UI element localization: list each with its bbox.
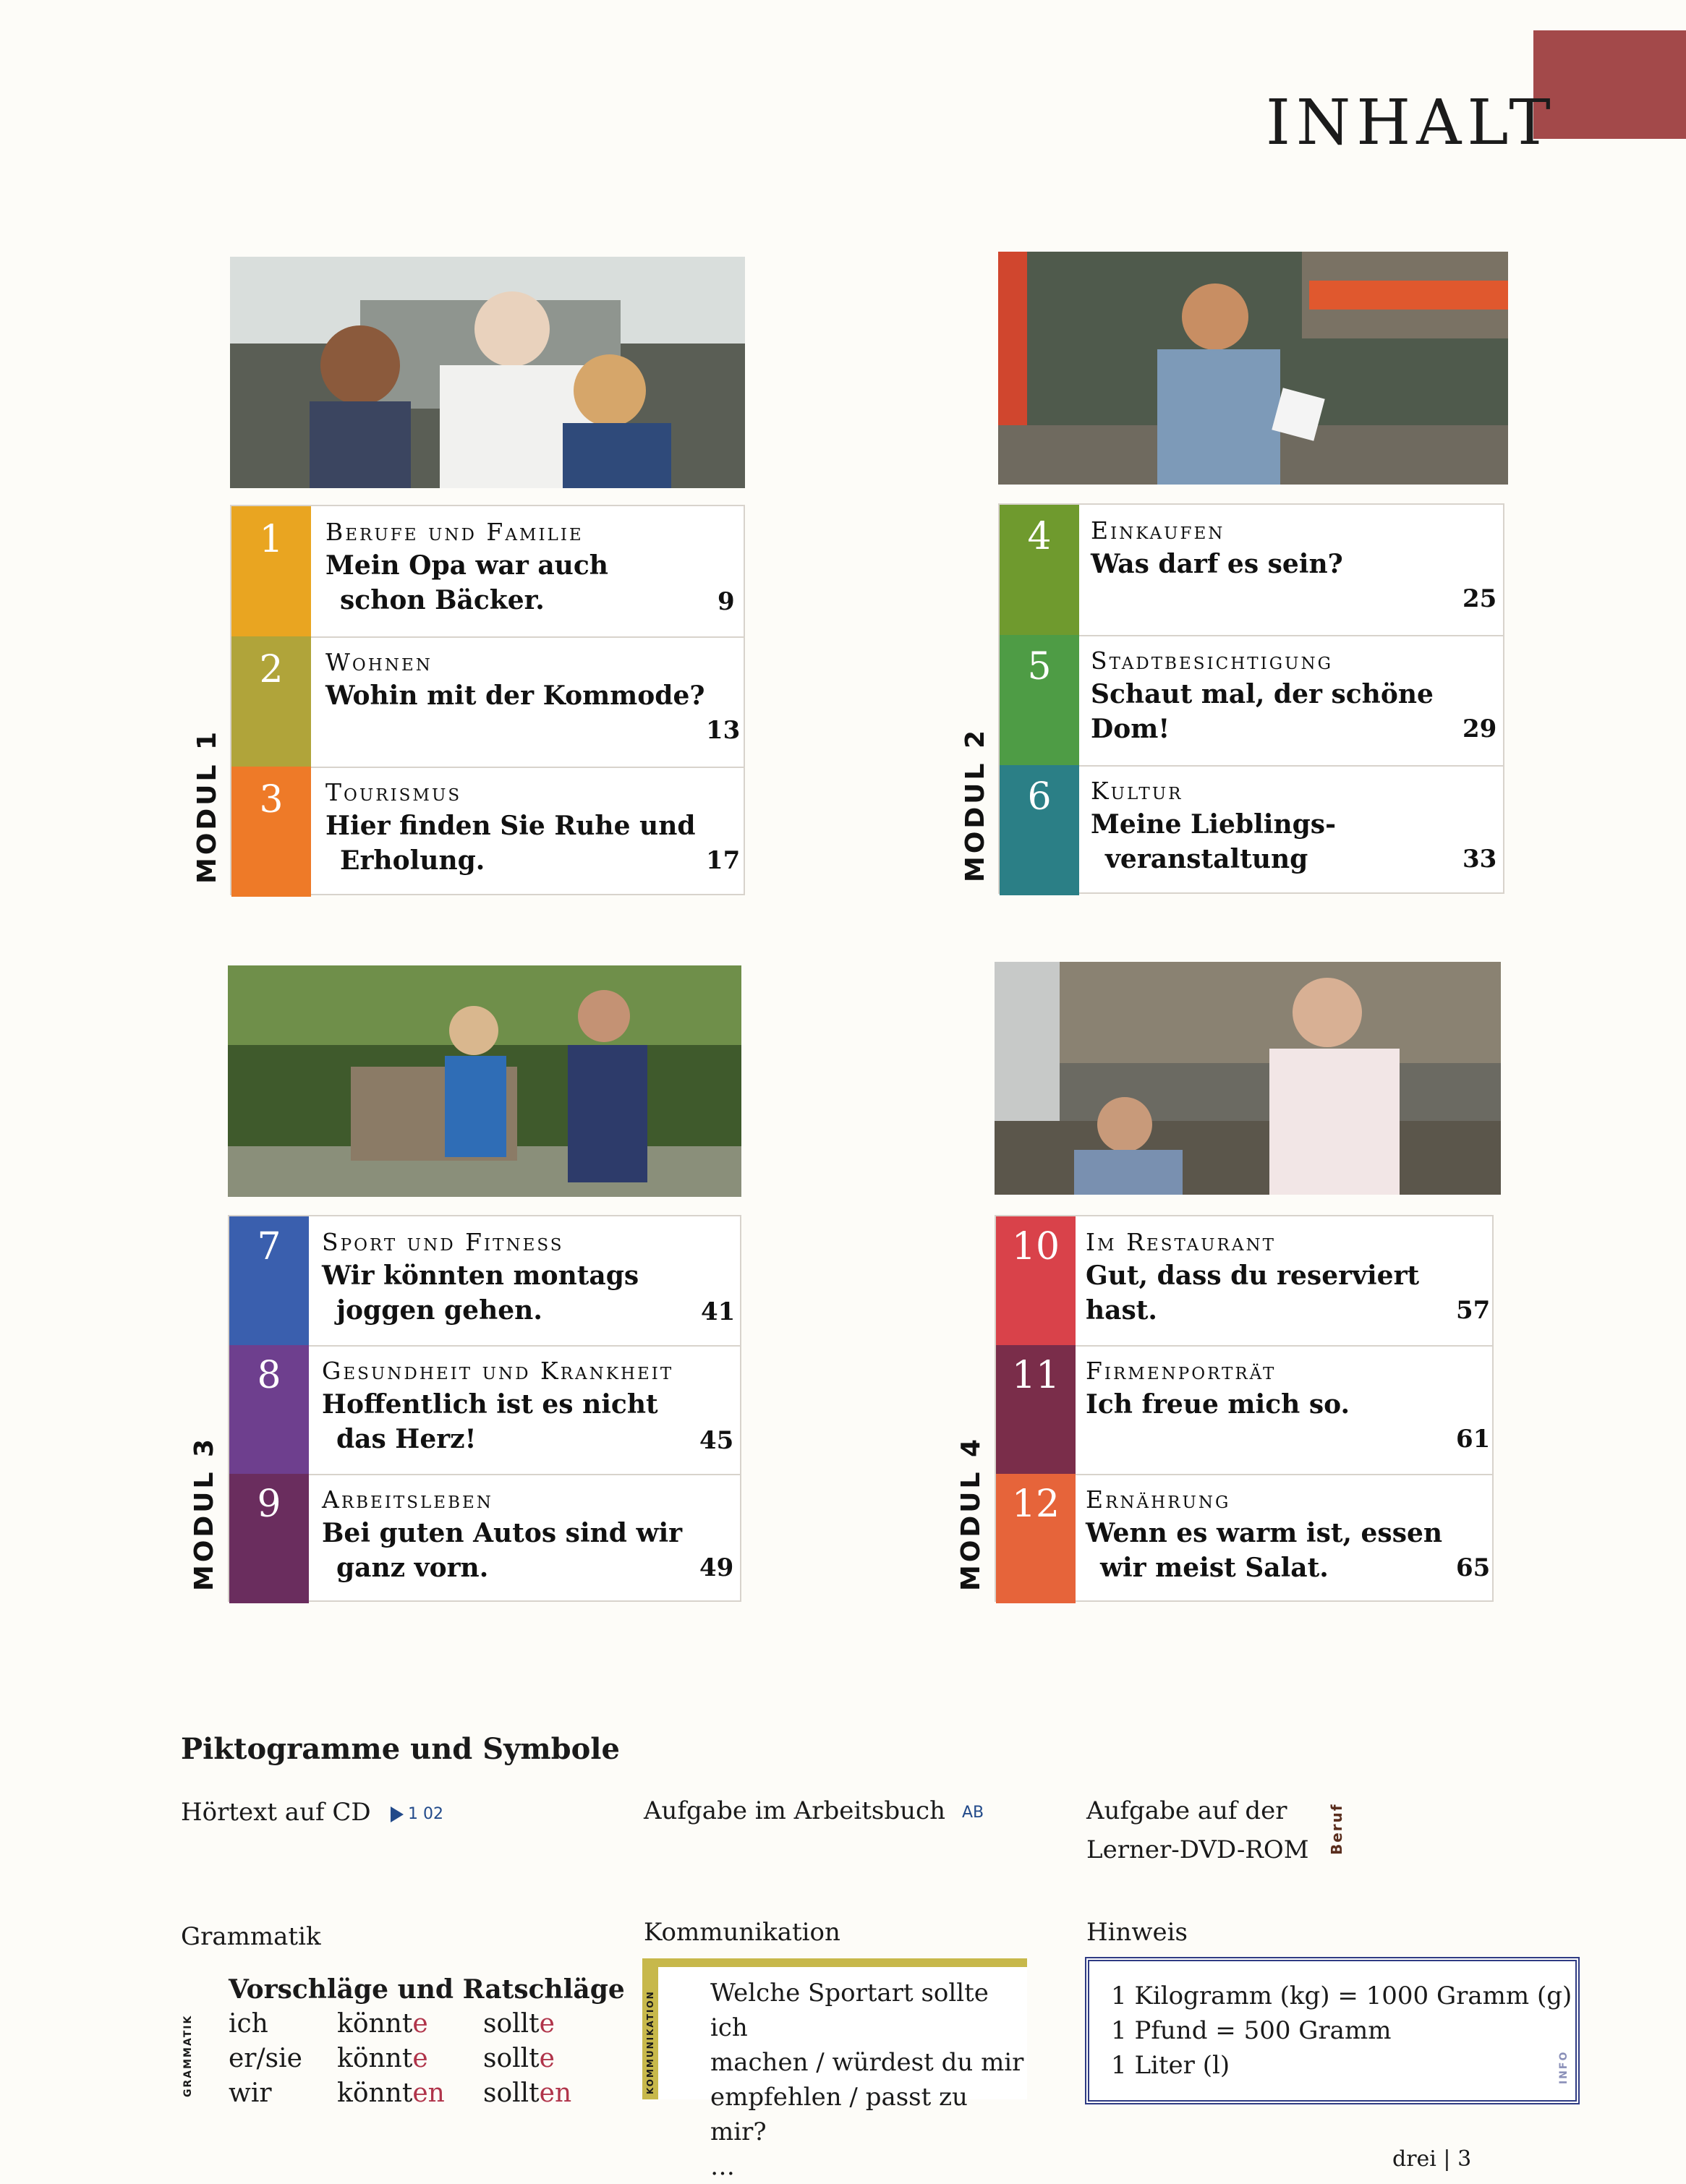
lesson-2-topic: Wohnen: [325, 648, 433, 676]
lesson-4-number: 4: [1027, 515, 1052, 558]
lesson-1-page[interactable]: 9: [718, 587, 735, 616]
lesson-10-title-line1: Gut, dass du reserviert hast.: [1086, 1261, 1420, 1326]
lesson-10-topic: Im Restaurant: [1086, 1228, 1276, 1256]
lesson-6-title-line2: veranstaltung: [1105, 844, 1308, 874]
dvd-label-line1: Aufgabe auf der: [1086, 1796, 1287, 1825]
module-3-photo: [228, 965, 741, 1197]
module-3-card: [228, 1215, 741, 1602]
lesson-4-topic: Einkaufen: [1091, 516, 1225, 545]
lesson-10-number: 10: [1011, 1225, 1060, 1268]
hinweis-line-2: 1 Pfund = 500 Gramm: [1111, 2016, 1392, 2045]
lesson-9-topic: Arbeitsleben: [322, 1485, 493, 1514]
module-4-label: MODUL 4: [956, 1436, 986, 1591]
gram-row-3-sollen: sollten: [483, 2078, 572, 2108]
komm-line-4: …: [710, 2152, 735, 2181]
gram-row-1-pron: ich: [229, 2009, 268, 2039]
grammatik-label: Grammatik: [181, 1922, 321, 1951]
lesson-1-title-line1: Mein Opa war auch: [325, 550, 608, 581]
lesson-9-page[interactable]: 49: [699, 1553, 734, 1582]
hinweis-side-label: INFO: [1558, 2050, 1570, 2084]
module-1-label: MODUL 1: [192, 728, 222, 884]
lesson-1-title-line2: schon Bäcker.: [340, 585, 545, 615]
lesson-7-topic: Sport und Fitness: [322, 1228, 564, 1256]
lesson-8-title-line2: das Herz!: [336, 1424, 477, 1454]
module-3-label: MODUL 3: [190, 1436, 219, 1591]
gram-row-2-koennen: könnte: [337, 2044, 428, 2073]
lesson-7-title-line2: joggen gehen.: [336, 1295, 542, 1326]
lesson-6-topic: Kultur: [1091, 777, 1183, 805]
hinweis-box: [1085, 1957, 1580, 2104]
komm-line-2: machen / würdest du mir: [710, 2048, 1024, 2077]
komm-line-1: Welche Sportart sollte ich: [710, 1979, 989, 2042]
lesson-5-title-line1: Schaut mal, der schöne Dom!: [1091, 679, 1434, 744]
lesson-1-topic: Berufe und Familie: [325, 518, 584, 546]
lesson-2-title-line1: Wohin mit der Kommode?: [325, 681, 705, 711]
gram-row-2-sollen: sollte: [483, 2044, 555, 2073]
page-title: INHALT: [1266, 87, 1557, 159]
module-2-photo: [998, 252, 1508, 485]
lesson-6-title-line1: Meine Lieblings-: [1091, 809, 1337, 840]
lesson-8-number: 8: [257, 1354, 281, 1397]
lesson-4-title-line1: Was darf es sein?: [1091, 549, 1343, 579]
lesson-11-topic: Firmenporträt: [1086, 1357, 1277, 1385]
cd-track-symbol: 1 02: [408, 1805, 443, 1823]
grammatik-title: Vorschläge und Ratschläge: [229, 1974, 625, 2005]
komm-line-3: empfehlen / passt zu mir?: [710, 2083, 968, 2146]
ab-symbol: AB: [962, 1804, 984, 1822]
lesson-5-number: 5: [1027, 645, 1052, 688]
lesson-11-title-line1: Ich freue mich so.: [1086, 1389, 1350, 1420]
lesson-3-title-line1: Hier finden Sie Ruhe und: [325, 811, 696, 841]
lesson-7-title-line1: Wir könnten montags: [322, 1261, 639, 1291]
lesson-11-number: 11: [1011, 1354, 1060, 1397]
lesson-9-title-line1: Bei guten Autos sind wir: [322, 1518, 683, 1548]
lesson-2-page[interactable]: 13: [706, 716, 741, 745]
lesson-8-page[interactable]: 45: [699, 1426, 734, 1455]
lesson-6-page[interactable]: 33: [1463, 845, 1497, 874]
kommunikation-box: [642, 1958, 1027, 2181]
module-4-photo: [995, 962, 1501, 1195]
ab-label: Aufgabe im Arbeitsbuch: [644, 1796, 945, 1825]
kommunikation-side-label: KOMMUNIKATION: [645, 1990, 655, 2094]
module-2-label: MODUL 2: [961, 727, 990, 882]
cd-label: Hörtext auf CD: [181, 1798, 371, 1827]
dvd-label-line2: Lerner-DVD-ROM: [1086, 1835, 1309, 1864]
module-2-card: [998, 503, 1504, 894]
hinweis-line-1: 1 Kilogramm (kg) = 1000 Gramm (g): [1111, 1982, 1572, 2010]
gram-row-3-koennen: könnten: [337, 2078, 445, 2108]
lesson-3-topic: Tourismus: [325, 778, 462, 806]
kommunikation-label: Kommunikation: [644, 1918, 840, 1947]
lesson-1-number: 1: [259, 518, 284, 561]
lesson-6-number: 6: [1027, 775, 1052, 819]
lesson-7-number: 7: [257, 1225, 281, 1268]
hinweis-label: Hinweis: [1086, 1918, 1188, 1947]
module-4-card: [995, 1215, 1494, 1602]
gram-row-2-pron: er/sie: [229, 2044, 302, 2073]
lesson-8-title-line1: Hoffentlich ist es nicht: [322, 1389, 658, 1420]
legend-heading: Piktogramme und Symbole: [181, 1732, 620, 1766]
dvd-beruf-symbol: Beruf: [1328, 1803, 1345, 1855]
module-1-card: [230, 505, 745, 895]
lesson-9-title-line2: ganz vorn.: [336, 1553, 489, 1583]
lesson-9-number: 9: [257, 1483, 281, 1526]
lesson-7-page[interactable]: 41: [701, 1297, 736, 1326]
lesson-10-page[interactable]: 57: [1456, 1296, 1491, 1325]
grammatik-side-label: GRAMMATIK: [182, 2014, 194, 2097]
module-1-photo: [230, 257, 745, 488]
lesson-12-number: 12: [1011, 1483, 1060, 1526]
lesson-3-number: 3: [259, 778, 284, 822]
lesson-5-page[interactable]: 29: [1463, 715, 1497, 743]
gram-row-1-sollen: sollte: [483, 2009, 555, 2039]
gram-row-1-koennen: könnte: [337, 2009, 428, 2039]
lesson-5-topic: Stadtbesichtigung: [1091, 647, 1333, 675]
hinweis-line-3: 1 Liter (l): [1111, 2051, 1230, 2080]
cd-play-icon: [391, 1807, 404, 1822]
lesson-11-page[interactable]: 61: [1456, 1425, 1491, 1454]
gram-row-3-pron: wir: [229, 2078, 272, 2108]
lesson-12-title-line2: wir meist Salat.: [1100, 1553, 1329, 1583]
lesson-3-page[interactable]: 17: [706, 846, 741, 875]
lesson-4-page[interactable]: 25: [1463, 584, 1497, 613]
page-footer: drei | 3: [1392, 2146, 1472, 2172]
lesson-8-topic: Gesundheit und Krankheit: [322, 1357, 674, 1385]
lesson-2-number: 2: [259, 648, 284, 691]
lesson-12-page[interactable]: 65: [1456, 1553, 1491, 1582]
lesson-12-topic: Ernährung: [1086, 1485, 1231, 1514]
lesson-3-title-line2: Erholung.: [340, 845, 485, 876]
lesson-12-title-line1: Wenn es warm ist, essen: [1086, 1518, 1443, 1548]
